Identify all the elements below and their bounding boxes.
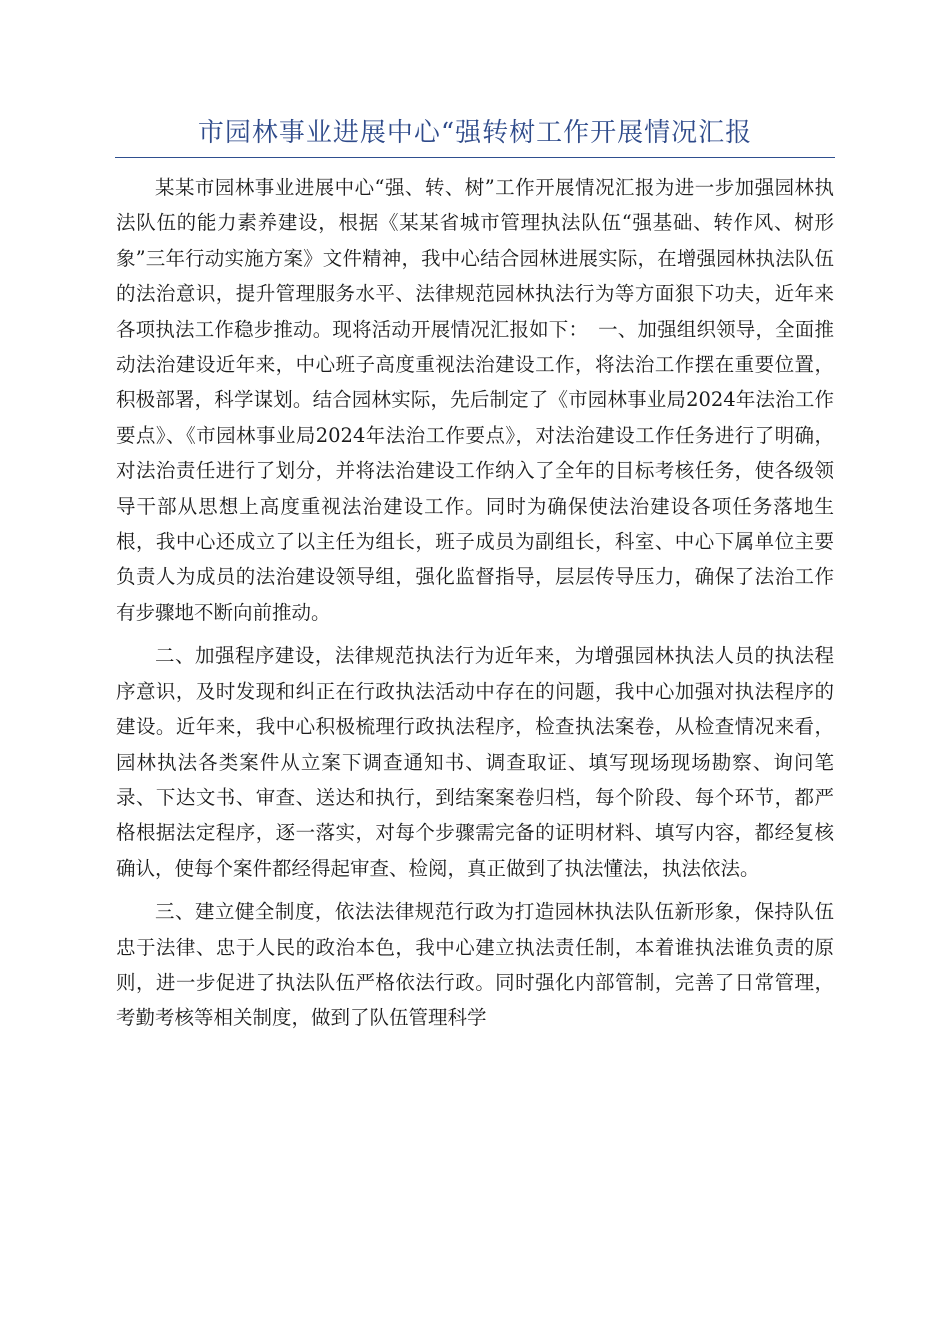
document-body <box>116 170 834 1044</box>
title-block <box>115 113 835 158</box>
paragraph-section-2: 二、加强程序建设，法律规范执法行为近年来，为增强园林执法人员的执法程序意识，及时发现和纠正在行政执法活动中存在的问题，我中心加强对执法程序的建设。近年来，我中心积极梳理行政执法程序，检查执法案卷，从检查情况来看，园林执法各类案件从立案下调查通知书、调查取证、填写现场现场勘察、询问笔录、下达文书、审查、送达和执行，到结案案卷归档，每个阶段、每个环节，都严格根据法定程序，逐一落实，对每个步骤需完备的证明材料、填写内容，都经复核确认，使每个案件都经得起审查、检阅，真正做到了执法懂法，执法依法。 <box>116 644 834 880</box>
paragraph-section-3: 三、建立健全制度，依法法律规范行政为打造园林执法队伍新形象，保持队伍忠于法律、忠于人民的政治本色，我中心建立执法责任制，本着谁执法谁负责的原则，进一步促进了执法队伍严格依法行政。同时强化内部管制，完善了日常管理，考勤考核等相关制度，做到了队伍管理科学 <box>116 900 834 1030</box>
paragraph-intro: 某某市园林事业进展中心“强、转、树”工作开展情况汇报为进一步加强园林执法队伍的能力素养建设，根据《某某省城市管理执法队伍“强基础、转作风、树形象”三年行动实施方案》文件精神，我中心结合园林进展实际，在增强园林执法队伍的法治意识，提升管理服务水平、法律规范园林执法行为等方面狠下功夫，近年来各项执法工作稳步推动。现将活动开展情况汇报如下： 一、加强组织领导，全面推动法治建设近年来，中心班子高度重视法治建设工作，将法治工作摆在重要位置，积极部署，科学谋划。结合园林实际，先后制定了《市园林事业局2024年法治工作要点》、《市园林事业局2024年法治工作要点》，对法治建设工作任务进行了明确，对法治责任进行了划分，并将法治建设工作纳入了全年的目标考核任务，使各级领导干部从思想上高度重视法治建设工作。同时为确保使法治建设各项任务落地生根，我中心还成立了以主任为组长，班子成员为副组长，科室、中心下属单位主要负责人为成员的法治建设领导组，强化监督指导，层层传导压力，确保了法治工作有步骤地不断向前推动。 <box>116 176 834 624</box>
document-title: 市园林事业进展中心“强转树工作开展情况汇报 <box>197 118 753 148</box>
